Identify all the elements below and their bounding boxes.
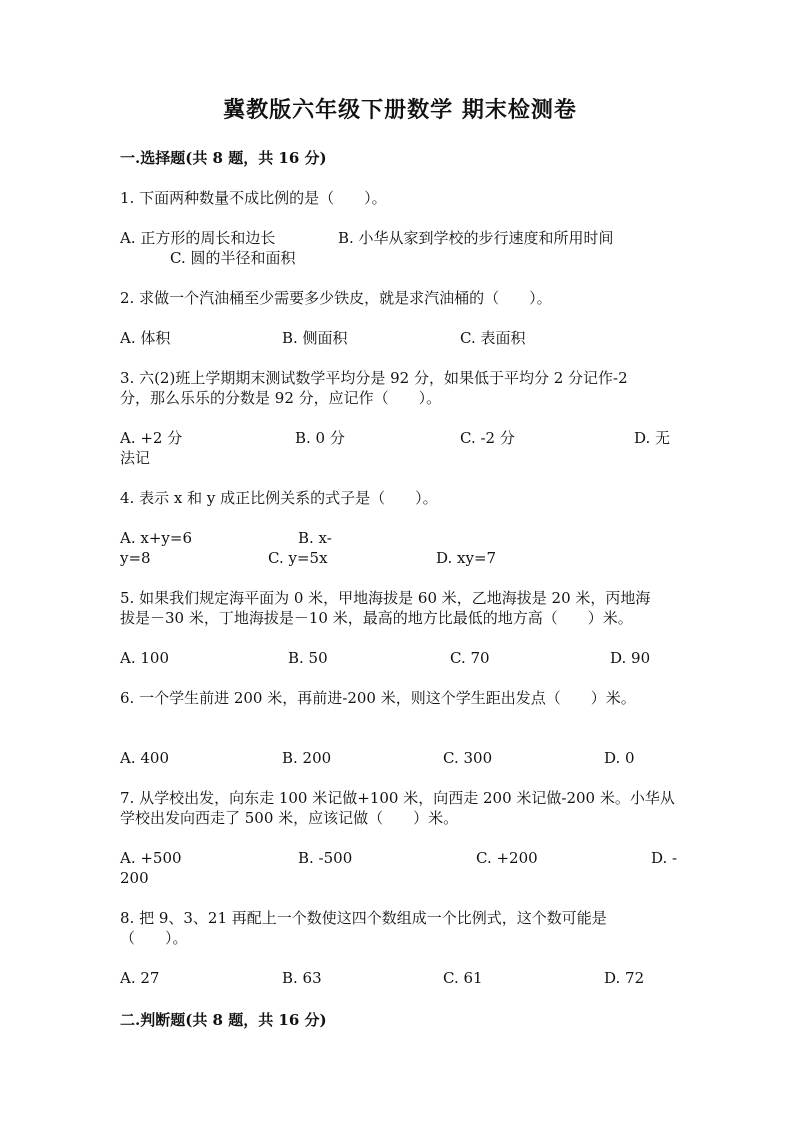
question-7-option-b: B. -500 bbox=[298, 849, 353, 867]
question-8-stem-line1: 8. 把 9、3、21 再配上一个数使这四个数组成一个比例式，这个数可能是 bbox=[120, 909, 607, 927]
question-4-option-d: D. xy=7 bbox=[436, 549, 497, 567]
question-1-stem: 1. 下面两种数量不成比例的是（ ）。 bbox=[120, 189, 387, 207]
question-3-option-b: B. 0 分 bbox=[295, 429, 345, 447]
question-7-option-a: A. +500 bbox=[120, 849, 182, 867]
page-title: 冀教版六年级下册数学 期末检测卷 bbox=[223, 97, 577, 123]
question-3-option-c: C. -2 分 bbox=[460, 429, 515, 447]
question-5-stem-line2: 拔是－30 米，丁地海拔是－10 米，最高的地方比最低的地方高（ ）米。 bbox=[120, 609, 633, 627]
question-2-option-b: B. 侧面积 bbox=[282, 329, 348, 347]
question-4-option-b: B. x- bbox=[298, 529, 332, 547]
question-3-stem-line1: 3. 六(2)班上学期期末测试数学平均分是 92 分，如果低于平均分 2 分记作-2 bbox=[120, 369, 628, 387]
question-2-stem: 2. 求做一个汽油桶至少需要多少铁皮，就是求汽油桶的（ ）。 bbox=[120, 289, 552, 307]
question-6-option-b: B. 200 bbox=[282, 749, 332, 767]
question-8-option-b: B. 63 bbox=[282, 969, 322, 987]
question-4-option-a: A. x+y=6 bbox=[120, 529, 192, 547]
section-heading-choice: 一.选择题(共 8 题，共 16 分) bbox=[120, 149, 327, 167]
question-3-stem-line2: 分，那么乐乐的分数是 92 分，应记作（ ）。 bbox=[120, 389, 442, 407]
question-8-option-c: C. 61 bbox=[443, 969, 483, 987]
section-heading-judgement: 二.判断题(共 8 题，共 16 分) bbox=[120, 1011, 327, 1029]
question-1-option-c: C. 圆的半径和面积 bbox=[170, 249, 296, 267]
question-3-option-d: D. 无 bbox=[634, 429, 671, 447]
question-3-option-d-wrap: 法记 bbox=[120, 449, 151, 467]
question-7-stem-line1: 7. 从学校出发，向东走 100 米记做+100 米，向西走 200 米记做-200 米。小华从 bbox=[120, 789, 675, 807]
question-7-option-c: C. +200 bbox=[476, 849, 538, 867]
question-1-option-a: A. 正方形的周长和边长 bbox=[120, 229, 276, 247]
question-4-option-c: C. y=5x bbox=[268, 549, 328, 567]
question-2-option-a: A. 体积 bbox=[120, 329, 171, 347]
question-6-option-a: A. 400 bbox=[120, 749, 169, 767]
question-7-option-d: D. - bbox=[651, 849, 678, 867]
question-5-option-c: C. 70 bbox=[450, 649, 490, 667]
question-1-option-b: B. 小华从家到学校的步行速度和所用时间 bbox=[338, 229, 614, 247]
question-8-option-d: D. 72 bbox=[604, 969, 645, 987]
question-6-stem: 6. 一个学生前进 200 米，再前进-200 米，则这个学生距出发点（ ）米。 bbox=[120, 689, 636, 707]
question-6-option-d: D. 0 bbox=[604, 749, 635, 767]
question-7-option-d-wrap: 200 bbox=[120, 869, 149, 887]
question-8-stem-line2: （ ）。 bbox=[120, 929, 188, 947]
question-4-option-b-wrap: y=8 bbox=[120, 549, 151, 567]
question-5-stem-line1: 5. 如果我们规定海平面为 0 米，甲地海拔是 60 米，乙地海拔是 20 米，丙地海 bbox=[120, 589, 651, 607]
question-7-stem-line2: 学校出发向西走了 500 米，应该记做（ ）米。 bbox=[120, 809, 459, 827]
question-3-option-a: A. +2 分 bbox=[120, 429, 183, 447]
question-6-option-c: C. 300 bbox=[443, 749, 493, 767]
question-4-stem: 4. 表示 x 和 y 成正比例关系的式子是（ ）。 bbox=[120, 489, 438, 507]
question-2-option-c: C. 表面积 bbox=[460, 329, 526, 347]
question-8-option-a: A. 27 bbox=[120, 969, 160, 987]
question-5-option-b: B. 50 bbox=[288, 649, 328, 667]
question-5-option-d: D. 90 bbox=[610, 649, 651, 667]
question-5-option-a: A. 100 bbox=[120, 649, 169, 667]
